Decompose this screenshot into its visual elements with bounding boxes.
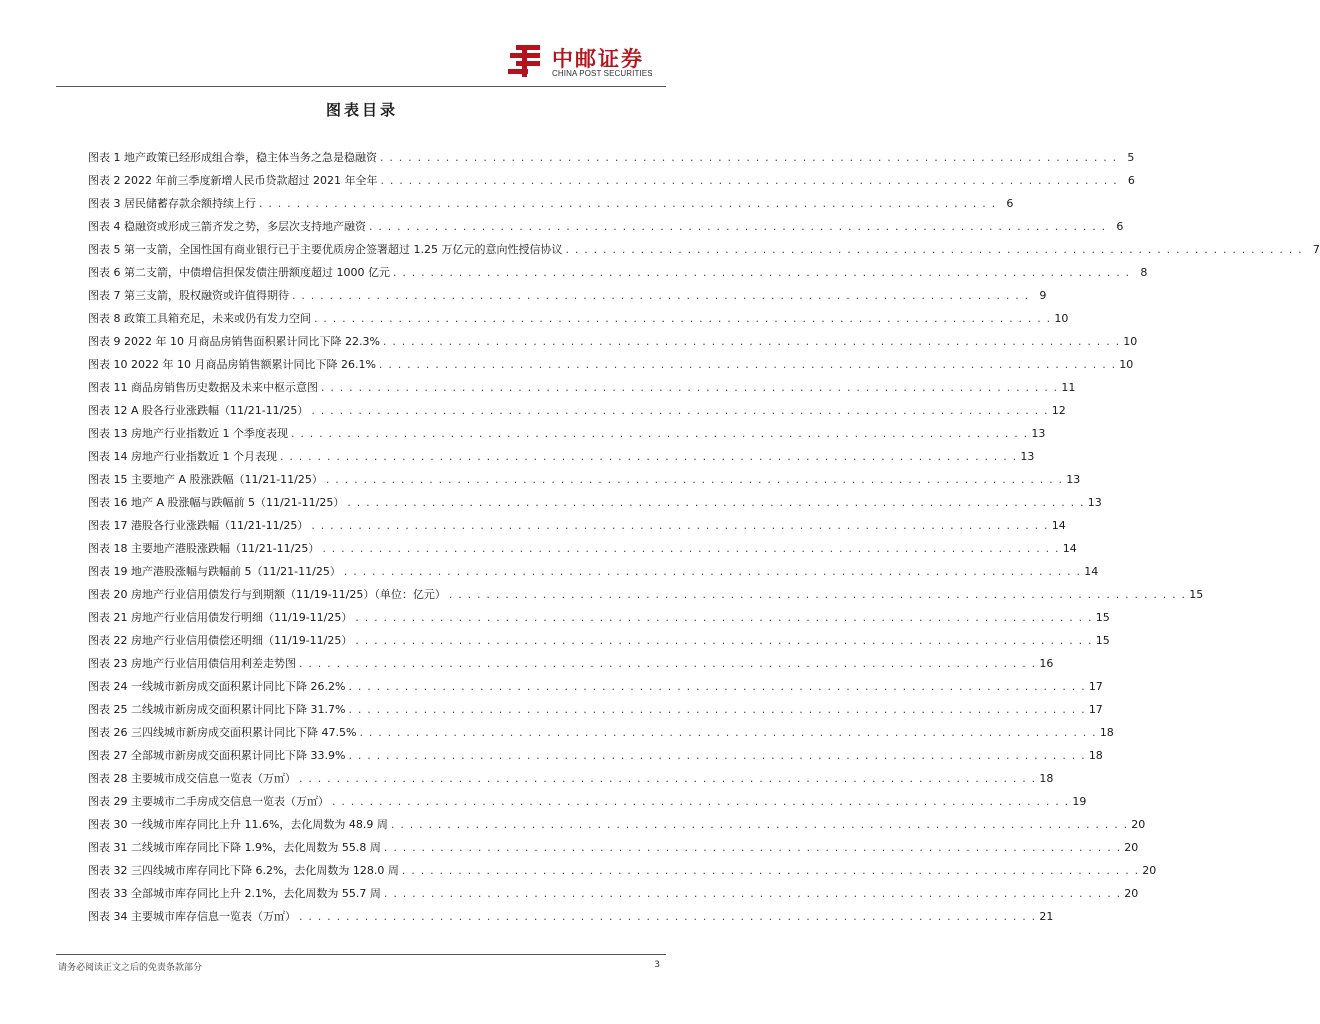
toc-entry-page: 15 xyxy=(1095,634,1110,647)
toc-entry[interactable] xyxy=(88,908,1054,931)
toc-entry-label: 图表 28 主要城市成交信息一览表（万㎡） xyxy=(88,772,296,785)
toc-dot-leader: . . . . . . . . . . . . . . . . . . . . . . . . . . . . . . . . . . . . . . . . . . . . . . . . . . . . . . . . . . . . . . . . . . . . . . . . . . . . . . . xyxy=(383,887,1122,900)
toc-dot-leader: . . . . . . . . . . . . . . . . . . . . . . . . . . . . . . . . . . . . . . . . . . . . . . . . . . . . . . . . . . . . . . . . . . . . . . . . . . . . . . . xyxy=(314,312,1052,325)
toc-entry-page: 13 xyxy=(1020,450,1035,463)
toc-entry[interactable] xyxy=(88,517,1066,540)
toc-entry-page: 10 xyxy=(1054,312,1069,325)
toc-dot-leader: . . . . . . . . . . . . . . . . . . . . . . . . . . . . . . . . . . . . . . . . . . . . . . . . . . . . . . . . . . . . . . . . . . . . . . . . . . . . . . . xyxy=(369,220,1107,233)
toc-dot-leader: . . . . . . . . . . . . . . . . . . . . . . . . . . . . . . . . . . . . . . . . . . . . . . . . . . . . . . . . . . . . . . . . . . . . . . . . . . . . . . . xyxy=(332,795,1070,808)
brand-name-cn: 中邮证券 xyxy=(552,47,644,71)
toc-dot-leader: . . . . . . . . . . . . . . . . . . . . . . . . . . . . . . . . . . . . . . . . . . . . . . . . . . . . . . . . . . . . . . . . . . . . . . . . . . . . . . . xyxy=(347,496,1085,509)
toc-entry-label: 图表 11 商品房销售历史数据及未来中枢示意图 xyxy=(88,381,318,394)
toc-dot-leader: . . . . . . . . . . . . . . . . . . . . . . . . . . . . . . . . . . . . . . . . . . . . . . . . . . . . . . . . . . . . . . . . . . . . . . . . . . . . . . . xyxy=(355,634,1093,647)
toc-entry-label: 图表 9 2022 年 10 月商品房销售面积累计同比下降 22.3% xyxy=(88,335,380,348)
toc-entry-page: 20 xyxy=(1124,887,1139,900)
toc-entry-label: 图表 1 地产政策已经形成组合拳，稳主体当务之急是稳融资 xyxy=(88,151,377,164)
footer-disclaimer: 请务必阅读正文之后的免责条款部分 xyxy=(58,963,203,973)
toc-entry-label: 图表 19 地产港股涨幅与跌幅前 5（11/21-11/25） xyxy=(88,565,341,578)
toc-entry[interactable] xyxy=(88,195,1014,218)
toc-entry-page: 14 xyxy=(1051,519,1066,532)
toc-entry-label: 图表 13 房地产行业指数近 1 个季度表现 xyxy=(88,427,288,440)
toc-entry-label: 图表 5 第一支箭，全国性国有商业银行已于主要优质房企签署超过 1.25 万亿元的意向性授信协议 xyxy=(88,243,563,256)
toc-entry-page: 19 xyxy=(1072,795,1087,808)
toc-entry[interactable] xyxy=(88,471,1081,494)
toc-entry-page: 10 xyxy=(1123,335,1138,348)
toc-dot-leader: . . . . . . . . . . . . . . . . . . . . . . . . . . . . . . . . . . . . . . . . . . . . . . . . . . . . . . . . . . . . . . . . . . . . . . . . . . . . . . . xyxy=(290,427,1029,440)
toc-entry[interactable] xyxy=(88,586,1204,609)
toc-dot-leader: . . . . . . . . . . . . . . . . . . . . . . . . . . . . . . . . . . . . . . . . . . . . . . . . . . . . . . . . . . . . . . . . . . . . . . . . . . . . . . . xyxy=(392,266,1131,279)
toc-dot-leader: . . . . . . . . . . . . . . . . . . . . . . . . . . . . . . . . . . . . . . . . . . . . . . . . . . . . . . . . . . . . . . . . . . . . . . . . . . . . . . . xyxy=(401,864,1140,877)
toc-entry-page: 12 xyxy=(1051,404,1066,417)
toc-dot-leader: . . . . . . . . . . . . . . . . . . . . . . . . . . . . . . . . . . . . . . . . . . . . . . . . . . . . . . . . . . . . . . . . . . . . . . . . . . . . . . . xyxy=(355,611,1093,624)
table-of-figures xyxy=(88,149,1320,931)
toc-entry[interactable] xyxy=(88,839,1139,862)
toc-dot-leader: . . . . . . . . . . . . . . . . . . . . . . . . . . . . . . . . . . . . . . . . . . . . . . . . . . . . . . . . . . . . . . . . . . . . . . . . . . . . . . . xyxy=(279,450,1018,463)
toc-entry[interactable] xyxy=(88,356,1134,379)
toc-entry-page: 13 xyxy=(1087,496,1102,509)
toc-entry[interactable] xyxy=(88,609,1110,632)
toc-entry-page: 8 xyxy=(1140,266,1148,279)
toc-entry[interactable] xyxy=(88,563,1099,586)
toc-entry[interactable] xyxy=(88,816,1146,839)
toc-entry-label: 图表 6 第二支箭，中债增信担保发债注册额度超过 1000 亿元 xyxy=(88,266,390,279)
toc-entry-page: 18 xyxy=(1088,749,1103,762)
toc-entry-label: 图表 34 主要城市库存信息一览表（万㎡） xyxy=(88,910,296,923)
toc-dot-leader: . . . . . . . . . . . . . . . . . . . . . . . . . . . . . . . . . . . . . . . . . . . . . . . . . . . . . . . . . . . . . . . . . . . . . . . . . . . . . . . xyxy=(382,335,1121,348)
toc-entry[interactable] xyxy=(88,862,1157,885)
toc-entry-label: 图表 26 三四线城市新房成交面积累计同比下降 47.5% xyxy=(88,726,357,739)
toc-entry[interactable] xyxy=(88,701,1103,724)
toc-entry-label: 图表 22 房地产行业信用债偿还明细（11/19-11/25） xyxy=(88,634,353,647)
toc-entry-page: 20 xyxy=(1131,818,1146,831)
toc-entry-label: 图表 21 房地产行业信用债发行明细（11/19-11/25） xyxy=(88,611,353,624)
toc-entry[interactable] xyxy=(88,494,1102,517)
toc-entry[interactable] xyxy=(88,149,1135,172)
toc-dot-leader: . . . . . . . . . . . . . . . . . . . . . . . . . . . . . . . . . . . . . . . . . . . . . . . . . . . . . . . . . . . . . . . . . . . . . . . . . . . . . . . xyxy=(390,818,1129,831)
toc-entry-label: 图表 7 第三支箭，股权融资或许值得期待 xyxy=(88,289,289,302)
toc-entry-label: 图表 32 三四线城市库存同比下降 6.2%，去化周数为 128.0 周 xyxy=(88,864,399,877)
toc-entry[interactable] xyxy=(88,724,1114,747)
toc-dot-leader: . . . . . . . . . . . . . . . . . . . . . . . . . . . . . . . . . . . . . . . . . . . . . . . . . . . . . . . . . . . . . . . . . . . . . . . . . . . . . . . xyxy=(292,289,1030,302)
toc-entry[interactable] xyxy=(88,747,1103,770)
toc-dot-leader: . . . . . . . . . . . . . . . . . . . . . . . . . . . . . . . . . . . . . . . . . . . . . . . . . . . . . . . . . . . . . . . . . . . . . . . . . . . . . . . xyxy=(348,749,1086,762)
toc-entry-label: 图表 24 一线城市新房成交面积累计同比下降 26.2% xyxy=(88,680,346,693)
toc-entry[interactable] xyxy=(88,264,1148,287)
toc-entry[interactable] xyxy=(88,885,1139,908)
toc-entry-label: 图表 12 A 股各行业涨跌幅（11/21-11/25） xyxy=(88,404,309,417)
toc-entry-label: 图表 4 稳融资或形成三箭齐发之势，多层次支持地产融资 xyxy=(88,220,366,233)
toc-entry-page: 6 xyxy=(1116,220,1124,233)
toc-dot-leader: . . . . . . . . . . . . . . . . . . . . . . . . . . . . . . . . . . . . . . . . . . . . . . . . . . . . . . . . . . . . . . . . . . . . . . . . . . . . . . . xyxy=(259,197,997,210)
toc-dot-leader: . . . . . . . . . . . . . . . . . . . . . . . . . . . . . . . . . . . . . . . . . . . . . . . . . . . . . . . . . . . . . . . . . . . . . . . . . . . . . . . xyxy=(348,703,1086,716)
toc-entry-page: 18 xyxy=(1099,726,1114,739)
toc-entry-page: 6 xyxy=(1006,197,1014,210)
toc-entry-label: 图表 14 房地产行业指数近 1 个月表现 xyxy=(88,450,277,463)
toc-entry-page: 6 xyxy=(1127,174,1135,187)
toc-entry-label: 图表 30 一线城市库存同比上升 11.6%，去化周数为 48.9 周 xyxy=(88,818,388,831)
page-number: 3 xyxy=(654,960,660,970)
toc-entry[interactable] xyxy=(88,310,1069,333)
toc-entry[interactable] xyxy=(88,172,1135,195)
toc-entry[interactable] xyxy=(88,425,1046,448)
toc-entry-page: 18 xyxy=(1039,772,1054,785)
footer-divider xyxy=(56,954,666,955)
toc-dot-leader: . . . . . . . . . . . . . . . . . . . . . . . . . . . . . . . . . . . . . . . . . . . . . . . . . . . . . . . . . . . . . . . . . . . . . . . . . . . . . . . xyxy=(322,542,1060,555)
toc-entry-label: 图表 2 2022 年前三季度新增人民币贷款超过 2021 年全年 xyxy=(88,174,378,187)
toc-entry-page: 20 xyxy=(1142,864,1157,877)
toc-entry-page: 14 xyxy=(1062,542,1077,555)
toc-entry-page: 13 xyxy=(1031,427,1046,440)
toc-entry-page: 10 xyxy=(1119,358,1134,371)
brand-logo xyxy=(506,42,666,82)
toc-entry-label: 图表 20 房地产行业信用债发行与到期额（11/19-11/25）（单位：亿元） xyxy=(88,588,446,601)
toc-dot-leader: . . . . . . . . . . . . . . . . . . . . . . . . . . . . . . . . . . . . . . . . . . . . . . . . . . . . . . . . . . . . . . . . . . . . . . . . . . . . . . . xyxy=(383,841,1122,854)
toc-entry-page: 13 xyxy=(1066,473,1081,486)
toc-entry[interactable] xyxy=(88,287,1047,310)
toc-dot-leader: . . . . . . . . . . . . . . . . . . . . . . . . . . . . . . . . . . . . . . . . . . . . . . . . . . . . . . . . . . . . . . . . . . . . . . . . . . . . . . . xyxy=(325,473,1064,486)
toc-dot-leader: . . . . . . . . . . . . . . . . . . . . . . . . . . . . . . . . . . . . . . . . . . . . . . . . . . . . . . . . . . . . . . . . . . . . . . . . . . . . . . . xyxy=(299,657,1037,670)
toc-entry-page: 17 xyxy=(1088,703,1103,716)
toc-dot-leader: . . . . . . . . . . . . . . . . . . . . . . . . . . . . . . . . . . . . . . . . . . . . . . . . . . . . . . . . . . . . . . . . . . . . . . . . . . . . . . . xyxy=(448,588,1187,601)
toc-entry-page: 7 xyxy=(1312,243,1320,256)
toc-entry-label: 图表 33 全部城市库存同比上升 2.1%，去化周数为 55.7 周 xyxy=(88,887,381,900)
toc-entry-page: 5 xyxy=(1127,151,1135,164)
toc-entry[interactable] xyxy=(88,770,1054,793)
toc-entry-page: 14 xyxy=(1084,565,1099,578)
toc-entry-label: 图表 29 主要城市二手房成交信息一览表（万㎡） xyxy=(88,795,329,808)
toc-entry-page: 15 xyxy=(1095,611,1110,624)
toc-dot-leader: . . . . . . . . . . . . . . . . . . . . . . . . . . . . . . . . . . . . . . . . . . . . . . . . . . . . . . . . . . . . . . . . . . . . . . . . . . . . . . . xyxy=(311,519,1049,532)
toc-entry[interactable] xyxy=(88,218,1124,241)
toc-dot-leader: . . . . . . . . . . . . . . . . . . . . . . . . . . . . . . . . . . . . . . . . . . . . . . . . . . . . . . . . . . . . . . . . . . . . . . . . . . . . . . . xyxy=(378,358,1117,371)
toc-entry-label: 图表 25 二线城市新房成交面积累计同比下降 31.7% xyxy=(88,703,346,716)
toc-entry[interactable] xyxy=(88,632,1110,655)
toc-entry[interactable] xyxy=(88,379,1076,402)
toc-dot-leader: . . . . . . . . . . . . . . . . . . . . . . . . . . . . . . . . . . . . . . . . . . . . . . . . . . . . . . . . . . . . . . . . . . . . . . . . . . . . . . . xyxy=(321,381,1059,394)
toc-entry-page: 21 xyxy=(1039,910,1054,923)
toc-entry-page: 20 xyxy=(1124,841,1139,854)
toc-entry-page: 9 xyxy=(1039,289,1047,302)
toc-dot-leader: . . . . . . . . . . . . . . . . . . . . . . . . . . . . . . . . . . . . . . . . . . . . . . . . . . . . . . . . . . . . . . . . . . . . . . . . . . . . . . . xyxy=(348,680,1086,693)
toc-dot-leader: . . . . . . . . . . . . . . . . . . . . . . . . . . . . . . . . . . . . . . . . . . . . . . . . . . . . . . . . . . . . . . . . . . . . . . . . . . . . . . . xyxy=(299,772,1037,785)
toc-dot-leader: . . . . . . . . . . . . . . . . . . . . . . . . . . . . . . . . . . . . . . . . . . . . . . . . . . . . . . . . . . . . . . . . . . . . . . . . . . . . . . . xyxy=(359,726,1097,739)
toc-entry[interactable] xyxy=(88,655,1054,678)
toc-entry-label: 图表 23 房地产行业信用债信用利差走势图 xyxy=(88,657,296,670)
toc-entry-label: 图表 10 2022 年 10 月商品房销售额累计同比下降 26.1% xyxy=(88,358,376,371)
brand-name-en: CHINA POST SECURITIES xyxy=(552,69,653,78)
toc-entry-page: 11 xyxy=(1061,381,1076,394)
toc-entry[interactable] xyxy=(88,540,1077,563)
china-post-logo-icon xyxy=(506,42,544,80)
toc-dot-leader: . . . . . . . . . . . . . . . . . . . . . . . . . . . . . . . . . . . . . . . . . . . . . . . . . . . . . . . . . . . . . . . . . . . . . . . . . . . . . . . xyxy=(380,174,1118,187)
toc-entry-label: 图表 31 二线城市库存同比下降 1.9%，去化周数为 55.8 周 xyxy=(88,841,381,854)
toc-entry-label: 图表 27 全部城市新房成交面积累计同比下降 33.9% xyxy=(88,749,346,762)
toc-dot-leader: . . . . . . . . . . . . . . . . . . . . . . . . . . . . . . . . . . . . . . . . . . . . . . . . . . . . . . . . . . . . . . . . . . . . . . . . . . . . . . . xyxy=(565,243,1303,256)
toc-entry-label: 图表 15 主要地产 A 股涨跌幅（11/21-11/25） xyxy=(88,473,323,486)
toc-entry[interactable] xyxy=(88,448,1035,471)
toc-entry[interactable] xyxy=(88,241,1320,264)
toc-entry[interactable] xyxy=(88,402,1066,425)
toc-entry-label: 图表 16 地产 A 股涨幅与跌幅前 5（11/21-11/25） xyxy=(88,496,345,509)
header-divider xyxy=(56,86,666,87)
toc-dot-leader: . . . . . . . . . . . . . . . . . . . . . . . . . . . . . . . . . . . . . . . . . . . . . . . . . . . . . . . . . . . . . . . . . . . . . . . . . . . . . . . xyxy=(380,151,1118,164)
toc-entry[interactable] xyxy=(88,333,1138,356)
toc-entry-page: 17 xyxy=(1088,680,1103,693)
toc-dot-leader: . . . . . . . . . . . . . . . . . . . . . . . . . . . . . . . . . . . . . . . . . . . . . . . . . . . . . . . . . . . . . . . . . . . . . . . . . . . . . . . xyxy=(311,404,1049,417)
toc-entry-page: 15 xyxy=(1189,588,1204,601)
toc-dot-leader: . . . . . . . . . . . . . . . . . . . . . . . . . . . . . . . . . . . . . . . . . . . . . . . . . . . . . . . . . . . . . . . . . . . . . . . . . . . . . . . xyxy=(299,910,1037,923)
page-title: 图表目录 xyxy=(325,101,398,119)
toc-entry-label: 图表 17 港股各行业涨跌幅（11/21-11/25） xyxy=(88,519,309,532)
toc-entry-label: 图表 3 居民储蓄存款余额持续上行 xyxy=(88,197,256,210)
toc-entry[interactable] xyxy=(88,793,1087,816)
toc-entry-page: 16 xyxy=(1039,657,1054,670)
toc-dot-leader: . . . . . . . . . . . . . . . . . . . . . . . . . . . . . . . . . . . . . . . . . . . . . . . . . . . . . . . . . . . . . . . . . . . . . . . . . . . . . . . xyxy=(343,565,1082,578)
toc-entry-label: 图表 18 主要地产港股涨跌幅（11/21-11/25） xyxy=(88,542,320,555)
toc-entry[interactable] xyxy=(88,678,1103,701)
toc-entry-label: 图表 8 政策工具箱充足，未来或仍有发力空间 xyxy=(88,312,311,325)
